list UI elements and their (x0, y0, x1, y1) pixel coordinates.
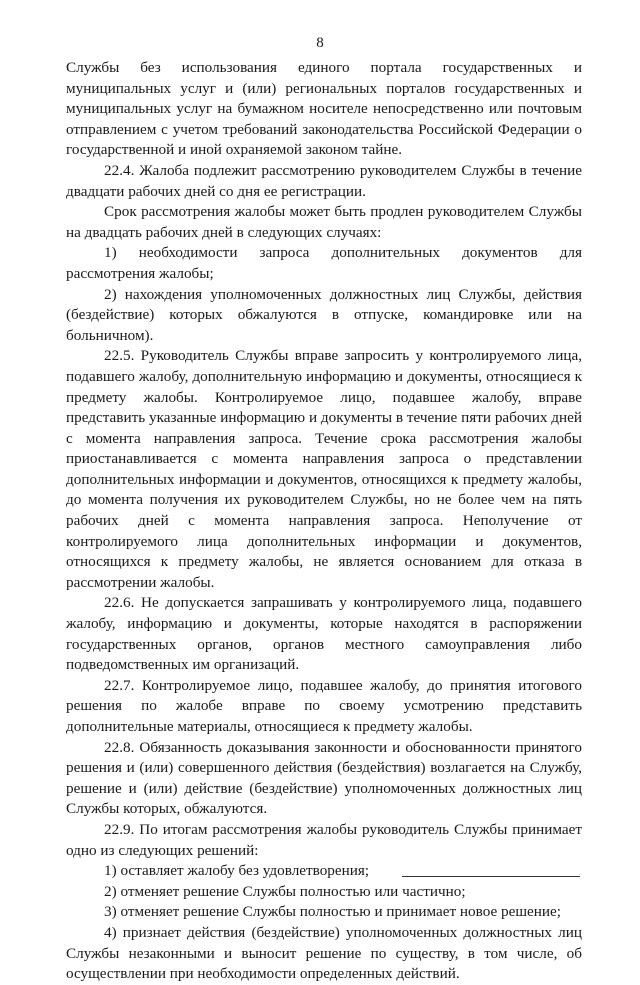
paragraph-extension: Срок рассмотрения жалобы может быть продлен руководителем Службы на двадцать рабочих дней в следующих случаях: (66, 203, 582, 241)
list-item-decision-1: 1) оставляет жалобу без удовлетворения; (104, 862, 370, 880)
list-item-decision-2: 2) отменяет решение Службы полностью или частично; (104, 882, 466, 900)
list-item-decision-3: 3) отменяет решение Службы полностью и принимает новое решение; (104, 903, 561, 921)
paragraph-22-7: 22.7. Контролируемое лицо, подавшее жалобу, до принятия итогового решения по жалобе вправе по своему усмотрению представить дополнительные материалы, относящиеся к предмету жалобы. (66, 676, 582, 735)
paragraph-continuation: Службы без использования единого портала государственных и муниципальных услуг и (или) региональных порталов государственных и муниципальных услуг на бумажном носителе непосредственно или почтовым отправлением с учетом требований законодательства Российской Федерации о государственной и иной охраняемой законом тайне. (66, 59, 582, 159)
list-item-case-1: 1) необходимости запроса дополнительных документов для рассмотрения жалобы; (66, 244, 582, 282)
list-item-case-2: 2) нахождения уполномоченных должностных лиц Службы, действия (бездействие) которых обжалуются в отпуске, командировке или на больничном). (66, 285, 582, 344)
paragraph-22-4: 22.4. Жалоба подлежит рассмотрению руководителем Службы в течение двадцати рабочих дней со дня ее регистрации. (66, 161, 582, 200)
page-number: 8 (316, 35, 324, 51)
document-body (66, 58, 582, 985)
footer-divider (402, 876, 580, 877)
paragraph-22-8: 22.8. Обязанность доказывания законности и обоснованности принятого решения и (или) совершенного действия (бездействия) возлагается на Службу, решение и (или) действие (бездействие) уполномоченных должностных лиц Службы которых, обжалуются. (66, 738, 582, 818)
paragraph-22-5: 22.5. Руководитель Службы вправе запросить у контролируемого лица, подавшего жалобу, дополнительную информацию и документы, относящиеся к предмету жалобы. Контролируемое лицо, подавшее жалобу, вправе представить указанные информацию и документы в течение пяти рабочих дней с момента направления запроса. Течение срока рассмотрения жалобы приостанавливается с момента направления запроса о представлении дополнительных информации и документов, относящихся к предмету жалобы, до момента получения их руководителем Службы, но не более чем на пять рабочих дней с момента направления запроса. Неполучение от контролируемого лица дополнительных информации и документов, относящихся к предмету жалобы, не является основанием для отказа в рассмотрении жалобы. (66, 347, 582, 591)
list-item-decision-4: 4) признает действия (бездействие) уполномоченных должностных лиц Службы незаконными и выносит решение по существу, в том числе, об осуществлении при необходимости определенных действий. (66, 923, 582, 983)
paragraph-22-9: 22.9. По итогам рассмотрения жалобы руководитель Службы принимает одно из следующих решений: (66, 820, 582, 859)
paragraph-22-6: 22.6. Не допускается запрашивать у контролируемого лица, подавшего жалобу, информацию и документы, которые находятся в распоряжении государственных органов, органов местного самоуправления либо подведомственных им организаций. (66, 594, 582, 674)
